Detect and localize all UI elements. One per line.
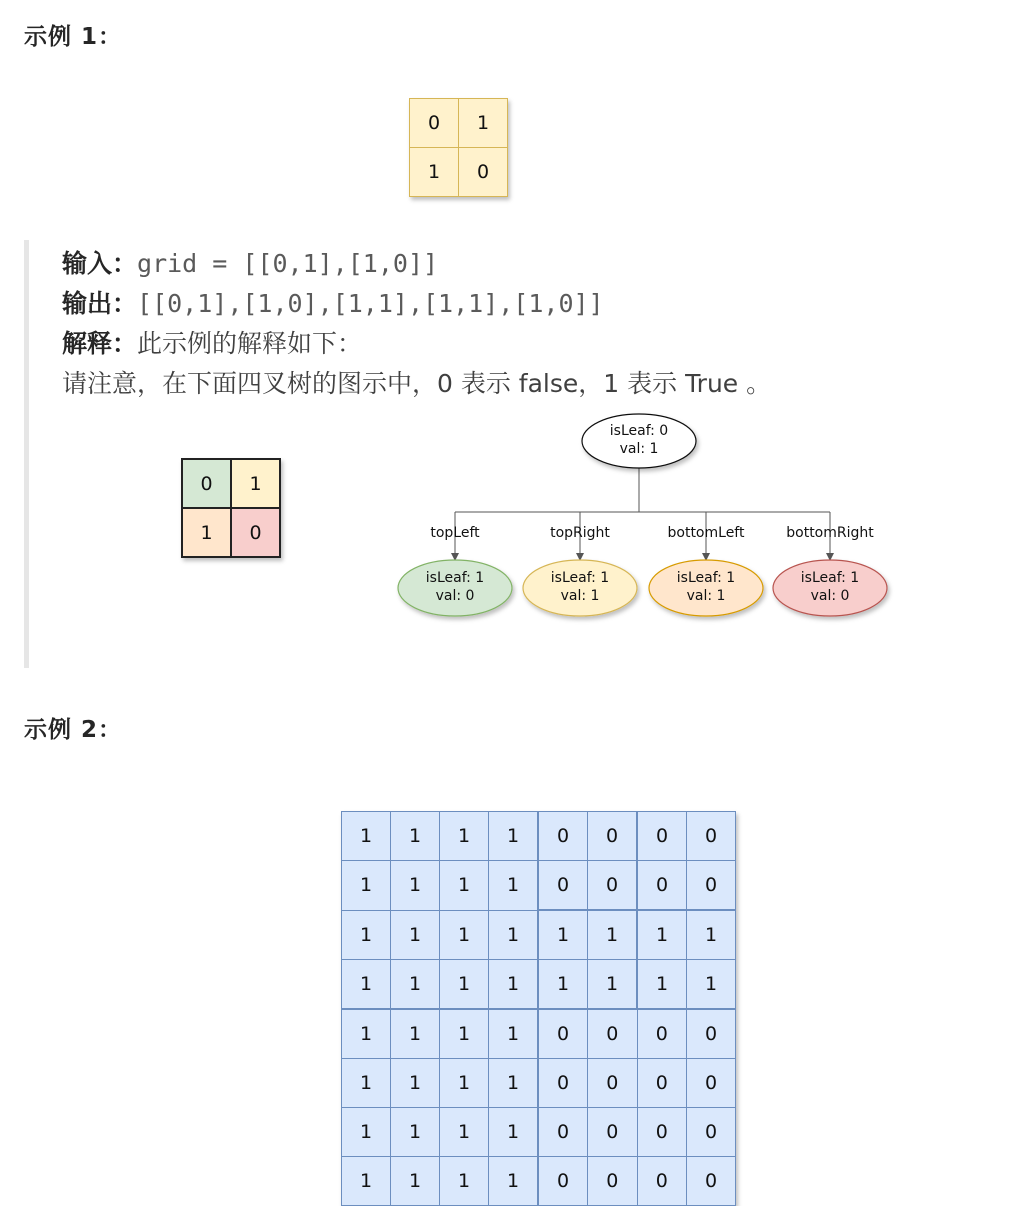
grid-cell: 1 [391, 1009, 440, 1059]
child-line2: val: 1 [686, 588, 726, 604]
grid-row [342, 960, 736, 1010]
grid-cell: 1 [391, 910, 440, 960]
grid-cell: 1 [440, 1157, 489, 1206]
grid-cell: 0 [588, 861, 638, 911]
grid-cell: 1 [440, 812, 489, 861]
grid-cell: 1 [440, 910, 489, 960]
quad-tree-diagram [390, 410, 910, 630]
grid-cell: 0 [538, 1059, 588, 1108]
explain-text: 此示例的解释如下： [137, 329, 363, 358]
grid-row [342, 1108, 736, 1157]
edge-label: topRight [550, 525, 610, 541]
output-value: [[0,1],[1,0],[1,1],[1,1],[1,0]] [137, 289, 604, 318]
grid-cell: 1 [182, 508, 231, 557]
grid-cell: 1 [687, 910, 736, 960]
grid-cell: 0 [637, 1009, 687, 1059]
quote-bar [24, 240, 29, 668]
grid-cell: 1 [588, 910, 638, 960]
grid-cell: 1 [489, 812, 539, 861]
grid-cell: 0 [538, 1009, 588, 1059]
grid-cell: 1 [342, 960, 391, 1010]
edge-label: bottomLeft [667, 525, 745, 541]
grid-cell: 1 [391, 861, 440, 911]
grid-cell: 0 [637, 1108, 687, 1157]
grid-cell: 1 [440, 861, 489, 911]
edge-label: topLeft [430, 525, 480, 541]
child-line1: isLeaf: 1 [800, 570, 860, 586]
child-line2: val: 1 [560, 588, 600, 604]
grid-cell: 1 [440, 1059, 489, 1108]
grid-cell: 0 [637, 1157, 687, 1206]
grid-cell: 1 [459, 99, 508, 148]
child-line1: isLeaf: 1 [676, 570, 736, 586]
grid-row [342, 910, 736, 960]
grid-cell: 0 [410, 99, 459, 148]
grid-row [182, 508, 280, 557]
grid-cell: 1 [391, 812, 440, 861]
grid-cell: 0 [637, 1059, 687, 1108]
root-line2: val: 1 [619, 441, 659, 457]
grid-cell: 1 [342, 1108, 391, 1157]
input-value: grid = [[0,1],[1,0]] [137, 249, 439, 278]
grid-cell: 0 [687, 812, 736, 861]
input-line [62, 244, 438, 280]
grid-cell: 1 [342, 861, 391, 911]
child-line1: isLeaf: 1 [550, 570, 610, 586]
grid-cell: 1 [489, 861, 539, 911]
grid-row [342, 1059, 736, 1108]
grid-cell: 1 [489, 1059, 539, 1108]
grid-cell: 1 [440, 1108, 489, 1157]
grid-cell: 1 [342, 1157, 391, 1206]
grid-cell: 0 [588, 1059, 638, 1108]
root-line1: isLeaf: 0 [609, 423, 669, 439]
grid-cell: 1 [538, 960, 588, 1010]
grid-cell: 1 [489, 910, 539, 960]
grid-cell: 1 [440, 960, 489, 1010]
output-label: 输出： [62, 289, 138, 318]
child-line2: val: 0 [810, 588, 850, 604]
grid-cell: 0 [637, 812, 687, 861]
grid-cell: 0 [687, 861, 736, 911]
grid-cell: 1 [440, 1009, 489, 1059]
grid-cell: 0 [231, 508, 280, 557]
grid-cell: 0 [687, 1157, 736, 1206]
explain-label: 解释： [62, 329, 138, 358]
grid-cell: 1 [342, 812, 391, 861]
tree-child-node [773, 560, 887, 616]
grid-cell: 1 [391, 1108, 440, 1157]
output-line [62, 284, 604, 320]
tree-child-node [649, 560, 763, 616]
tree-child-node [523, 560, 637, 616]
grid-cell: 0 [588, 1157, 638, 1206]
grid-cell: 0 [637, 861, 687, 911]
grid-cell: 0 [588, 1009, 638, 1059]
grid-cell: 1 [410, 148, 459, 197]
grid-cell: 1 [342, 1059, 391, 1108]
grid-cell: 0 [538, 861, 588, 911]
grid-cell: 0 [538, 1108, 588, 1157]
grid-cell: 0 [182, 459, 231, 508]
grid-cell: 0 [538, 812, 588, 861]
grid-row [342, 861, 736, 911]
grid-cell: 1 [489, 1009, 539, 1059]
grid-cell: 0 [588, 812, 638, 861]
grid-row [342, 1009, 736, 1059]
note-line: 请注意，在下面四叉树的图示中，0 表示 false，1 表示 True 。 [62, 369, 772, 398]
input-label: 输入： [62, 249, 138, 278]
grid-cell: 1 [637, 910, 687, 960]
grid-cell: 1 [342, 910, 391, 960]
edge-label: bottomRight [786, 525, 874, 541]
grid-cell: 0 [687, 1009, 736, 1059]
grid-row [182, 459, 280, 508]
grid-cell: 0 [538, 1157, 588, 1206]
grid-cell: 1 [231, 459, 280, 508]
grid-cell: 1 [489, 1108, 539, 1157]
child-line1: isLeaf: 1 [425, 570, 485, 586]
grid-cell: 1 [538, 910, 588, 960]
example-2-heading: 示例 2： [24, 717, 123, 743]
grid-cell: 0 [588, 1108, 638, 1157]
grid-cell: 0 [687, 1108, 736, 1157]
grid-cell: 0 [459, 148, 508, 197]
tree-child-node [398, 560, 512, 616]
example-1-grid [409, 98, 508, 197]
example-1-heading: 示例 1： [24, 24, 123, 50]
grid-cell: 1 [588, 960, 638, 1010]
explain-line [62, 324, 362, 360]
grid-row [342, 812, 736, 861]
child-line2: val: 0 [435, 588, 475, 604]
grid-cell: 1 [687, 960, 736, 1010]
grid-cell: 1 [391, 960, 440, 1010]
root-node [582, 414, 696, 468]
grid-cell: 1 [391, 1059, 440, 1108]
grid-cell: 0 [687, 1059, 736, 1108]
grid-row [410, 99, 508, 148]
grid-row [342, 1157, 736, 1206]
grid-cell: 1 [489, 960, 539, 1010]
example-2-grid [341, 811, 736, 1206]
grid-cell: 1 [342, 1009, 391, 1059]
grid-cell: 1 [489, 1157, 539, 1206]
grid-cell: 1 [391, 1157, 440, 1206]
grid-cell: 1 [637, 960, 687, 1010]
grid-row [410, 148, 508, 197]
colored-grid [181, 458, 281, 558]
